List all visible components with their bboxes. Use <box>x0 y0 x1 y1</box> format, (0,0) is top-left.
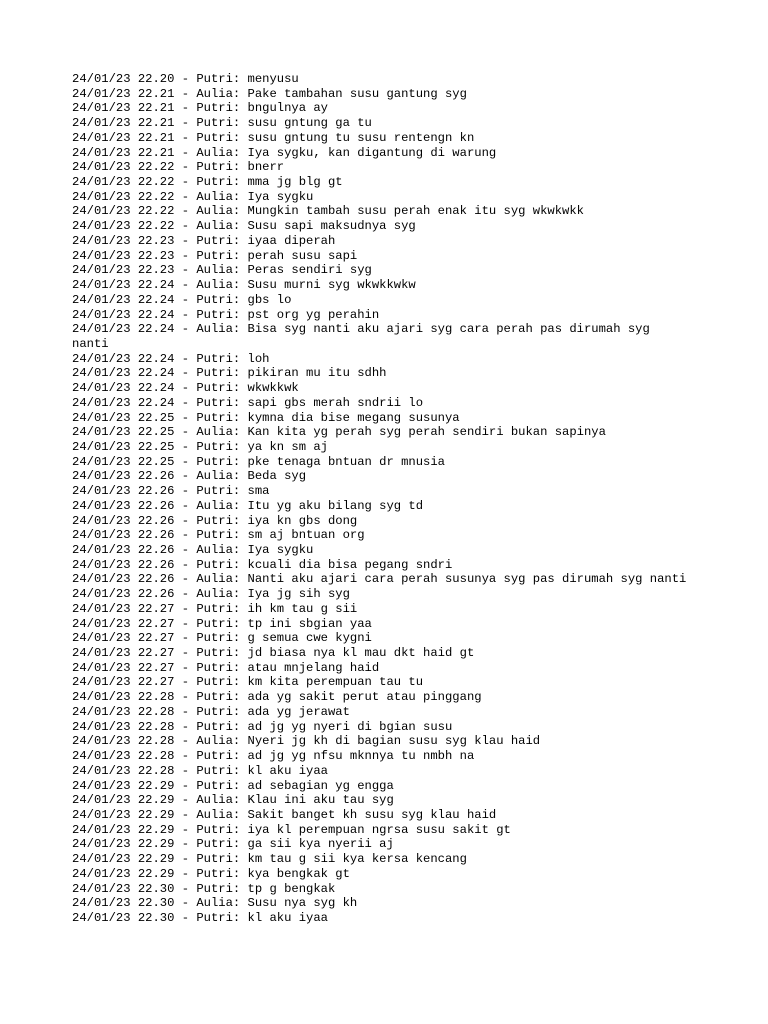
chat-line: 24/01/23 22.26 - Aulia: Beda syg <box>72 469 307 484</box>
chat-line: 24/01/23 22.25 - Aulia: Kan kita yg perah syg perah sendiri bukan sapinya <box>72 425 606 440</box>
chat-line: 24/01/23 22.29 - Putri: ga sii kya nyerii aj <box>72 837 394 852</box>
chat-line: 24/01/23 22.29 - Putri: km tau g sii kya kersa kencang <box>72 852 467 867</box>
chat-line: 24/01/23 22.26 - Putri: kcuali dia bisa pegang sndri <box>72 557 453 572</box>
chat-line: 24/01/23 22.24 - Aulia: Bisa syg nanti aku ajari syg cara perah pas dirumah syg nanti <box>72 322 658 351</box>
chat-line: 24/01/23 22.24 - Putri: pst org yg perahin <box>72 307 380 322</box>
chat-line: 24/01/23 22.27 - Putri: ih km tau g sii <box>72 601 358 616</box>
chat-line: 24/01/23 22.24 - Putri: wkwkkwk <box>72 381 299 396</box>
chat-line: 24/01/23 22.26 - Aulia: Iya sygku <box>72 543 314 557</box>
chat-line: 24/01/23 22.29 - Putri: kya bengkak gt <box>72 866 350 881</box>
chat-line: 24/01/23 22.24 - Putri: sapi gbs merah sndrii lo <box>72 395 424 410</box>
chat-line: 24/01/23 22.24 - Aulia: Susu murni syg wkwkkwkw <box>72 278 416 293</box>
chat-line: 24/01/23 22.22 - Aulia: Mungkin tambah susu perah enak itu syg wkwkwkk <box>72 204 584 219</box>
chat-line: 24/01/23 22.26 - Aulia: Iya jg sih syg <box>72 587 350 602</box>
chat-line: 24/01/23 22.24 - Putri: pikiran mu itu sdhh <box>72 366 387 381</box>
chat-line: 24/01/23 22.25 - Putri: ya kn sm aj <box>72 439 328 454</box>
chat-line: 24/01/23 22.24 - Putri: gbs lo <box>72 292 292 307</box>
chat-line: 24/01/23 22.27 - Putri: km kita perempuan tau tu <box>72 675 424 690</box>
chat-line: 24/01/23 22.28 - Putri: ad jg yg nyeri di bgian susu <box>72 719 453 734</box>
chat-line: 24/01/23 22.23 - Aulia: Peras sendiri syg <box>72 263 372 278</box>
chat-line: 24/01/23 22.27 - Putri: g semua cwe kygni <box>72 631 372 646</box>
chat-line: 24/01/23 22.23 - Putri: perah susu sapi <box>72 248 358 263</box>
chat-line: 24/01/23 22.26 - Putri: iya kn gbs dong <box>72 513 358 528</box>
chat-line: 24/01/23 22.22 - Putri: mma jg blg gt <box>72 175 343 190</box>
chat-line: 24/01/23 22.27 - Putri: jd biasa nya kl mau dkt haid gt <box>72 646 475 661</box>
chat-line: 24/01/23 22.30 - Aulia: Susu nya syg kh <box>72 896 358 911</box>
chat-line: 24/01/23 22.22 - Aulia: Iya sygku <box>72 189 314 204</box>
chat-line: 24/01/23 22.26 - Putri: sm aj bntuan org <box>72 528 365 543</box>
chat-line: 24/01/23 22.28 - Aulia: Nyeri jg kh di bagian susu syg klau haid <box>72 734 541 749</box>
chat-line: 24/01/23 22.26 - Aulia: Nanti aku ajari cara perah susunya syg pas dirumah syg nanti <box>72 572 687 587</box>
chat-line: 24/01/23 22.22 - Putri: bnerr <box>72 160 285 175</box>
chat-line: 24/01/23 22.21 - Aulia: Pake tambahan susu gantung syg <box>72 86 467 101</box>
chat-line: 24/01/23 22.29 - Aulia: Klau ini aku tau syg <box>72 793 394 808</box>
chat-line: 24/01/23 22.24 - Putri: loh <box>72 351 270 366</box>
chat-transcript <box>72 72 692 926</box>
chat-line: 24/01/23 22.21 - Aulia: Iya sygku, kan digantung di warung <box>72 145 497 160</box>
chat-line: 24/01/23 22.22 - Aulia: Susu sapi maksudnya syg <box>72 219 416 234</box>
chat-line: 24/01/23 22.26 - Putri: sma <box>72 484 270 499</box>
chat-line: 24/01/23 22.26 - Aulia: Itu yg aku bilang syg td <box>72 498 424 513</box>
chat-line: 24/01/23 22.20 - Putri: menyusu <box>72 72 299 86</box>
chat-line: 24/01/23 22.21 - Putri: susu gntung tu susu rentengn kn <box>72 130 475 145</box>
chat-line: 24/01/23 22.28 - Putri: ada yg sakit perut atau pinggang <box>72 690 482 705</box>
chat-line: 24/01/23 22.27 - Putri: atau mnjelang haid <box>72 660 380 675</box>
chat-line: 24/01/23 22.29 - Putri: iya kl perempuan ngrsa susu sakit gt <box>72 822 511 837</box>
chat-line: 24/01/23 22.23 - Putri: iyaa diperah <box>72 233 336 248</box>
chat-line: 24/01/23 22.27 - Putri: tp ini sbgian yaa <box>72 616 372 631</box>
chat-line: 24/01/23 22.28 - Putri: ada yg jerawat <box>72 704 350 719</box>
chat-line: 24/01/23 22.21 - Putri: bngulnya ay <box>72 101 328 116</box>
chat-line: 24/01/23 22.21 - Putri: susu gntung ga tu <box>72 116 372 131</box>
chat-line: 24/01/23 22.30 - Putri: kl aku iyaa <box>72 910 328 925</box>
chat-line: 24/01/23 22.28 - Putri: ad jg yg nfsu mknnya tu nmbh na <box>72 749 475 764</box>
chat-line: 24/01/23 22.25 - Putri: kymna dia bise megang susunya <box>72 410 460 425</box>
chat-line: 24/01/23 22.25 - Putri: pke tenaga bntuan dr mnusia <box>72 454 445 469</box>
chat-line: 24/01/23 22.30 - Putri: tp g bengkak <box>72 881 336 896</box>
chat-line: 24/01/23 22.29 - Putri: ad sebagian yg engga <box>72 778 394 793</box>
chat-line: 24/01/23 22.29 - Aulia: Sakit banget kh susu syg klau haid <box>72 807 497 822</box>
chat-line: 24/01/23 22.28 - Putri: kl aku iyaa <box>72 763 328 778</box>
